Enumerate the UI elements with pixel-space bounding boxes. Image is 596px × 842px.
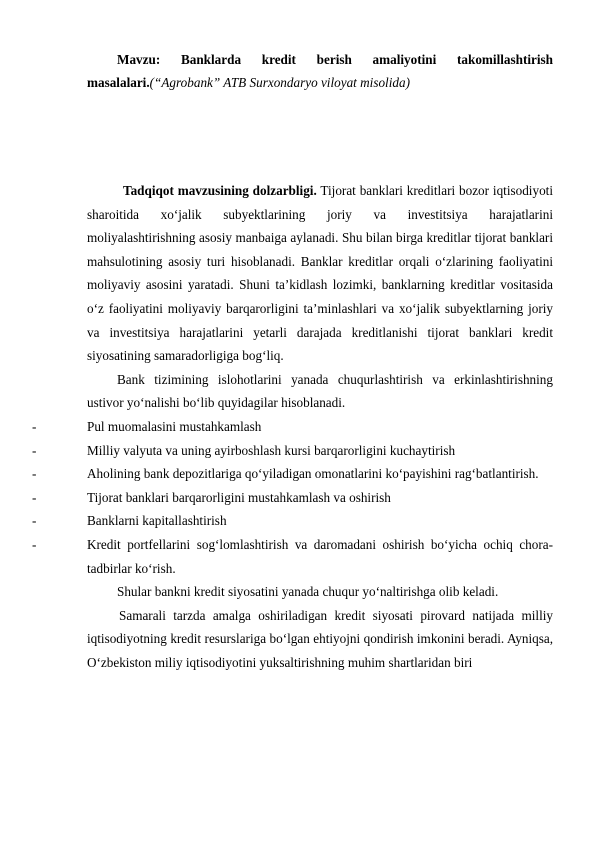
paragraph-credit-policy: Samarali tarzda amalga oshiriladigan kredit siyosati pirovard natijada milliy iqtisodiyotning kredit resurslariga bo‘lgan ehtiyojni qondirish imkonini beradi. Ayniqsa, O‘zbekiston miliy iqtisodiyotini yuksaltirishning muhim shartlaridan biri xyxy=(87,607,553,670)
list-item-text: Kredit portfellarini sog‘lomlashtirish va daromadani oshirish bo‘yicha ochiq chora-tadbirlar ko‘rish. xyxy=(87,536,553,576)
title-subtitle: (“Agrobank” ATB Surxondaryo viloyat misolida) xyxy=(149,75,410,90)
list-item xyxy=(32,533,553,580)
list-item-text: Pul muomalasini mustahkamlash xyxy=(87,418,262,434)
title-continuation: masalalari. xyxy=(87,75,150,90)
dash-marker: - xyxy=(32,536,37,552)
paragraph-priorities: Bank tizimining islohotlarini yanada chuqurlashtirish va erkinlashtirishning ustivor yo‘nalishi bo‘lib quyidagilar hisoblanadi. xyxy=(87,371,553,411)
title-line-1 xyxy=(87,48,553,71)
title-main: Banklarda kredit berish amaliyotini takomillashtirish xyxy=(180,52,553,67)
list-item xyxy=(32,509,553,533)
title-line-2 xyxy=(87,71,553,94)
dash-marker: - xyxy=(32,442,37,458)
list-item xyxy=(32,462,553,486)
paragraph-conclusion: Shular bankni kredit siyosatini yanada chuqur yo‘naltirishga olib keladi. xyxy=(117,584,499,600)
topic-title xyxy=(87,48,553,94)
list-item-text: Milliy valyuta va uning ayirboshlash kursi barqarorligini kuchaytirish xyxy=(87,442,456,458)
list-item xyxy=(32,415,553,439)
list-item-text: Aholining bank depozitlariga qo‘yiladigan omonatlarini ko‘payishini rag‘batlantirish. xyxy=(87,466,539,482)
list-item xyxy=(32,439,553,463)
intro-lead: Tadqiqot mavzusining dolzarbligi. xyxy=(123,183,317,198)
intro-paragraph xyxy=(87,179,553,368)
dash-marker: - xyxy=(32,466,37,482)
dash-marker: - xyxy=(32,489,37,505)
document-body xyxy=(32,179,553,674)
list-item xyxy=(32,486,553,510)
list-item-text: Banklarni kapitallashtirish xyxy=(87,513,227,529)
dash-marker: - xyxy=(32,418,37,434)
priority-list xyxy=(32,415,553,580)
list-item-text: Tijorat banklari barqarorligini mustahkamlash va oshirish xyxy=(87,489,391,505)
title-label: Mavzu: xyxy=(117,52,161,67)
dash-marker: - xyxy=(32,513,37,529)
intro-text: Tijorat banklari kreditlari bozor iqtisodiyoti sharoitida xo‘jalik subyektlarining joriy va investitsiya harajatlarini moliyalashtirishning asosiy manbaiga aylanadi. Shu bilan birga kreditlar tijorat banklari mahsulotining asosiy turi hisoblanadi. Banklar kreditlar orqali o‘zlarining faoliyatini moliyaviy asosini yaratadi. Shuni ta’kidlash lozimki, banklarning kreditlar vositasida o‘z faoliyatini moliyaviy barqarorligini ta’minlashlari va xo‘jalik subyektlarning joriy va investitsiya harajatlarini yetarli darajada kreditlanishi tijorat banklari kredit siyosatining samaradorligiga bog‘liq. xyxy=(87,183,553,364)
